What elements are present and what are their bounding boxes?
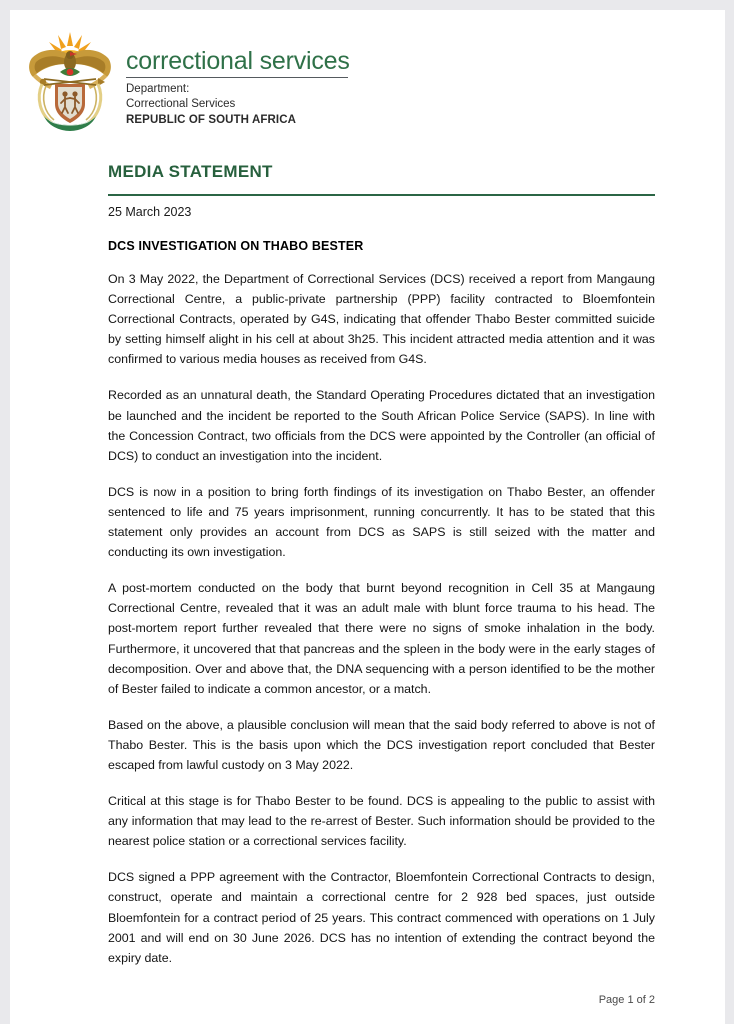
statement-paragraph: DCS signed a PPP agreement with the Contractor, Bloemfontein Correctional Contracts to design, construct, operate and maintain a correctional centre for 2 928 bed spaces, just outside Bloemfontein for a contract period of 25 years. This contract commenced with operations on 1 July 2001 and will end on 30 June 2026. DCS has no intention of extending the contract beyond the expiry date. [108, 870, 655, 965]
department-name: Correctional Services [126, 98, 236, 111]
letterhead [10, 10, 725, 132]
statement-paragraph: A post-mortem conducted on the body that burnt beyond recognition in Cell 35 at Mangaung Correctional Centre, revealed that it was an adult male with blunt force trauma to his head. The post-mortem report further revealed that there were no signs of smoke inhalation in the body. Furthermore, it uncovered that that pancreas and the spleen in the body were in the early stages of decomposition. Over and above that, the DNA sequencing with a person identified to be the mother of Bester failed to indicate a common ancestor, or a match. [108, 581, 655, 696]
brand-wordmark: correctional services [126, 47, 350, 75]
statement-paragraph: Critical at this stage is for Thabo Bester to be found. DCS is appealing to the public to assist with any information that may lead to the re-arrest of Bester. Such information should be provided to the nearest police station or a correctional services facility. [108, 794, 655, 849]
statement-paragraph: DCS is now in a position to bring forth findings of its investigation on Thabo Bester, an offender sentenced to life and 75 years imprisonment, running concurrently. It has to be stated that this statement only provides an account from DCS as SAPS is still seized with the matter and conducting its own investigation. [108, 484, 655, 560]
heading-divider [108, 194, 655, 196]
statement-paragraph: On 3 May 2022, the Department of Correctional Services (DCS) received a report from Mangaung Correctional Centre, a public-private partnership (PPP) facility contracted to Bloemfontein Correctional Contracts, operated by G4S, indicating that offender Thabo Bester committed suicide by setting himself alight in his cell at about 3h25. This incident attracted media attention and it was confirmed to various media houses as received from G4S. [108, 272, 655, 367]
document-body [10, 162, 725, 1006]
country-name: REPUBLIC OF SOUTH AFRICA [126, 113, 296, 126]
document-page [10, 10, 725, 1024]
statement-paragraph: Recorded as an unnatural death, the Standard Operating Procedures dictated that an investigation be launched and the incident be reported to the South African Police Service (SAPS). In line with the Concession Contract, two officials from the DCS were appointed by the Controller (an official of DCS) to conduct an investigation into the incident. [108, 388, 655, 463]
south-african-coat-of-arms-icon [22, 28, 118, 132]
page-number-footer: Page 1 of 2 [598, 993, 655, 1006]
document-date: 25 March 2023 [108, 205, 192, 219]
statement-paragraphs [108, 269, 655, 968]
statement-paragraph: Based on the above, a plausible conclusion will mean that the said body referred to above is not of Thabo Bester. This is the basis upon which the DCS investigation report concluded that Bester escaped from lawful custody on 3 May 2022. [108, 717, 655, 772]
department-label: Department: [126, 83, 190, 96]
brand-underline-rule [126, 77, 348, 78]
document-subject: DCS INVESTIGATION ON THABO BESTER [108, 239, 364, 253]
page-title: MEDIA STATEMENT [108, 162, 273, 181]
letterhead-text-block [126, 28, 350, 128]
